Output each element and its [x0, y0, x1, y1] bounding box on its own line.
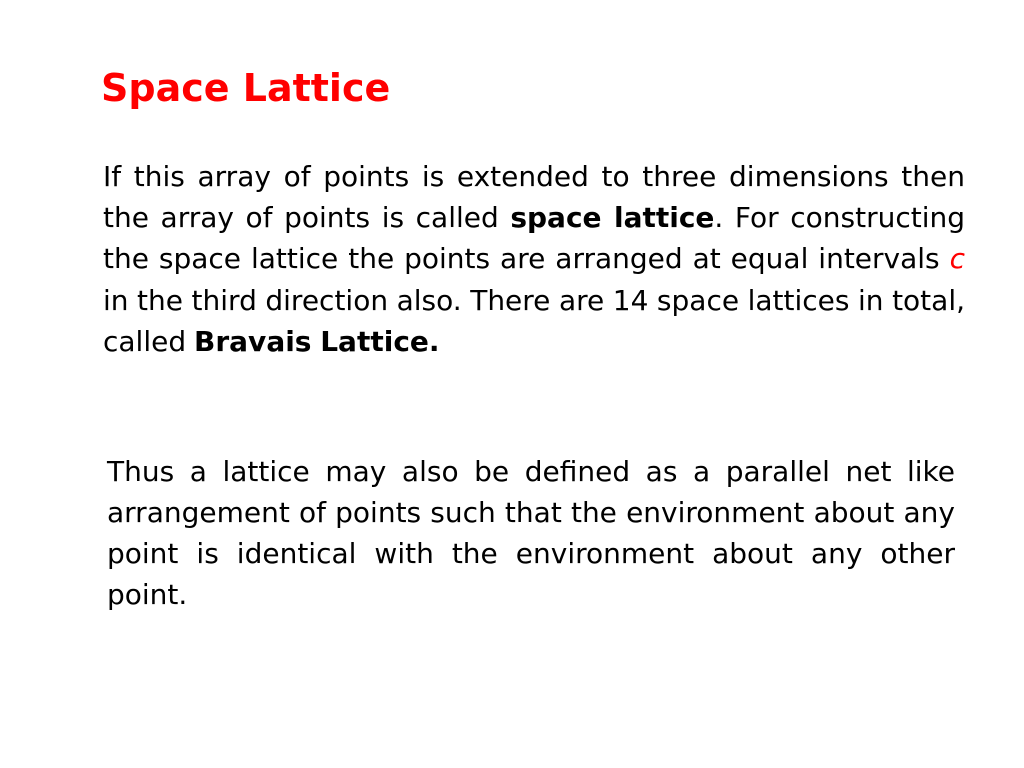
paragraph-space-lattice — [103, 156, 965, 362]
term-bravais-lattice: Bravais Lattice. — [194, 324, 440, 358]
term-space-lattice: space lattice — [510, 201, 715, 235]
slide-title: Space Lattice — [101, 66, 391, 110]
paragraph-1-text-3: in the third direction also. There are 14 space lattices in total, called — [103, 283, 965, 358]
paragraph-1-text-2: . For constructing the space lattice the points are arranged at equal intervals — [103, 201, 966, 276]
variable-c: c — [949, 242, 965, 276]
paragraph-lattice-definition: Thus a lattice may also be defined as a parallel net like arrangement of points such that the environment about any point is identical with the environment about any other point. — [107, 455, 955, 611]
paragraph-1-text-1: If this array of points is extended to three dimensions then the array of points is called — [103, 160, 965, 235]
